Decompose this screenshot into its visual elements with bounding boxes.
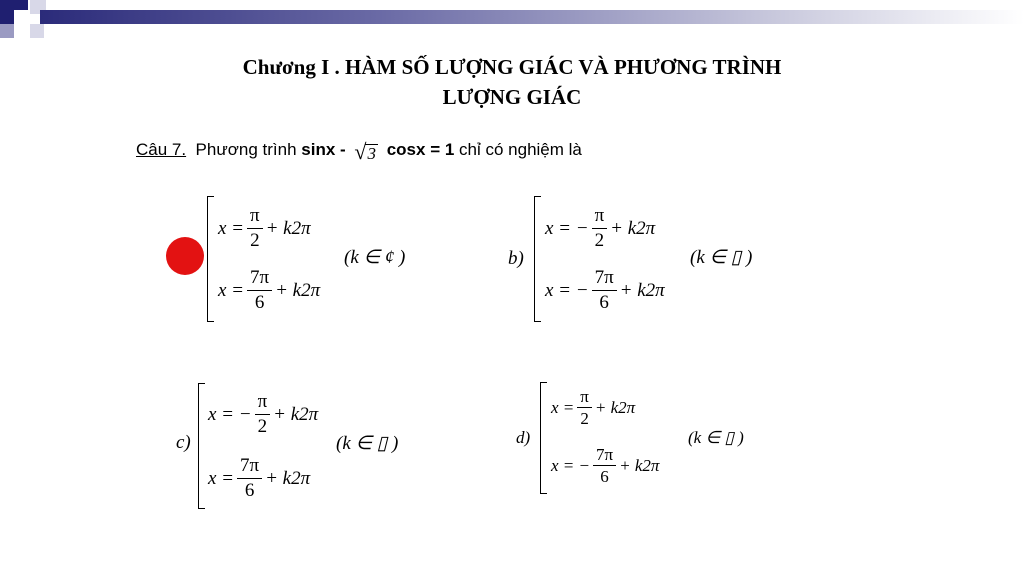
fraction-denominator: 2	[257, 416, 268, 437]
eq-lhs: x =	[551, 397, 575, 417]
eq-rhs: + k2π	[265, 467, 311, 489]
option-a-condition: (k ∈ ¢ )	[344, 247, 406, 268]
header-square	[0, 24, 14, 38]
option-d-condition: (k ∈ ▯ )	[688, 428, 744, 447]
eq-rhs: + k2π	[619, 455, 660, 475]
eq-lhs: x =	[218, 217, 245, 239]
eq-lhs: x =	[218, 279, 245, 301]
option-a-eq2	[218, 266, 320, 315]
fraction	[247, 266, 272, 315]
fraction	[255, 390, 271, 439]
option-b-eq2	[545, 266, 665, 315]
option-c-eq1	[208, 390, 318, 439]
fraction	[237, 454, 262, 503]
fraction-denominator: 6	[254, 292, 265, 313]
eq-lhs: x = −	[551, 455, 590, 475]
option-d-bracket	[540, 382, 547, 494]
eq-rhs: + k2π	[619, 279, 665, 301]
title-line-1: Chương I . HÀM SỐ LƯỢNG GIÁC VÀ PHƯƠNG TRÌNH	[242, 55, 782, 79]
fraction	[592, 266, 617, 315]
selected-answer-marker[interactable]	[166, 237, 204, 275]
question-text	[136, 140, 582, 163]
fraction-denominator: 2	[250, 230, 260, 251]
fraction	[593, 444, 616, 487]
fraction-numerator: π	[577, 386, 592, 408]
option-c-letter: c)	[176, 432, 191, 453]
fraction-numerator: 7π	[593, 444, 616, 466]
eq-rhs: + k2π	[594, 397, 636, 417]
question-intro: Phương trình	[195, 140, 297, 159]
eq-lhs: x = −	[208, 403, 252, 425]
fraction-denominator: 2	[580, 409, 589, 428]
fraction	[577, 386, 592, 429]
option-d-eq2	[551, 444, 659, 487]
fraction-denominator: 6	[244, 480, 255, 501]
option-c-eq2	[208, 454, 310, 503]
option-a-eq1	[218, 204, 311, 253]
option-b-bracket	[534, 196, 541, 322]
sqrt-symbol: √ 3	[354, 139, 376, 164]
eq-lhs: x =	[208, 467, 235, 489]
fraction	[592, 204, 608, 253]
question-sinx: sinx -	[301, 140, 346, 159]
fraction	[247, 204, 263, 253]
header-square	[30, 24, 44, 38]
fraction-denominator: 6	[600, 467, 609, 486]
fraction-numerator: π	[247, 204, 263, 229]
sqrt-radicand: 3	[367, 144, 376, 163]
fraction-denominator: 2	[594, 230, 605, 251]
header-square	[14, 10, 30, 24]
option-b-condition: (k ∈ ▯ )	[690, 247, 753, 268]
eq-rhs: + k2π	[275, 279, 321, 301]
option-a-bracket	[207, 196, 214, 322]
option-d-eq1	[551, 386, 635, 429]
eq-lhs: x = −	[545, 279, 589, 301]
slide-title	[0, 52, 1024, 112]
eq-rhs: + k2π	[273, 403, 319, 425]
eq-rhs: + k2π	[265, 217, 311, 239]
fraction-numerator: 7π	[592, 266, 617, 291]
option-c-condition: (k ∈ ▯ )	[336, 433, 399, 454]
eq-lhs: x = −	[545, 217, 589, 239]
header-gradient-bar	[40, 10, 1024, 24]
option-d-letter: d)	[516, 428, 531, 447]
title-line-2: LƯỢNG GIÁC	[442, 85, 582, 109]
fraction-numerator: π	[255, 390, 271, 415]
option-b-letter: b)	[508, 248, 524, 269]
eq-rhs: + k2π	[610, 217, 656, 239]
fraction-numerator: π	[592, 204, 608, 229]
question-ending: chỉ có nghiệm là	[459, 140, 582, 159]
option-c-bracket	[198, 383, 205, 509]
fraction-numerator: 7π	[247, 266, 272, 291]
fraction-numerator: 7π	[237, 454, 262, 479]
option-b-eq1	[545, 204, 655, 253]
question-label: Câu 7.	[136, 140, 187, 159]
fraction-denominator: 6	[599, 292, 609, 313]
question-cosx: cosx = 1	[386, 140, 455, 159]
